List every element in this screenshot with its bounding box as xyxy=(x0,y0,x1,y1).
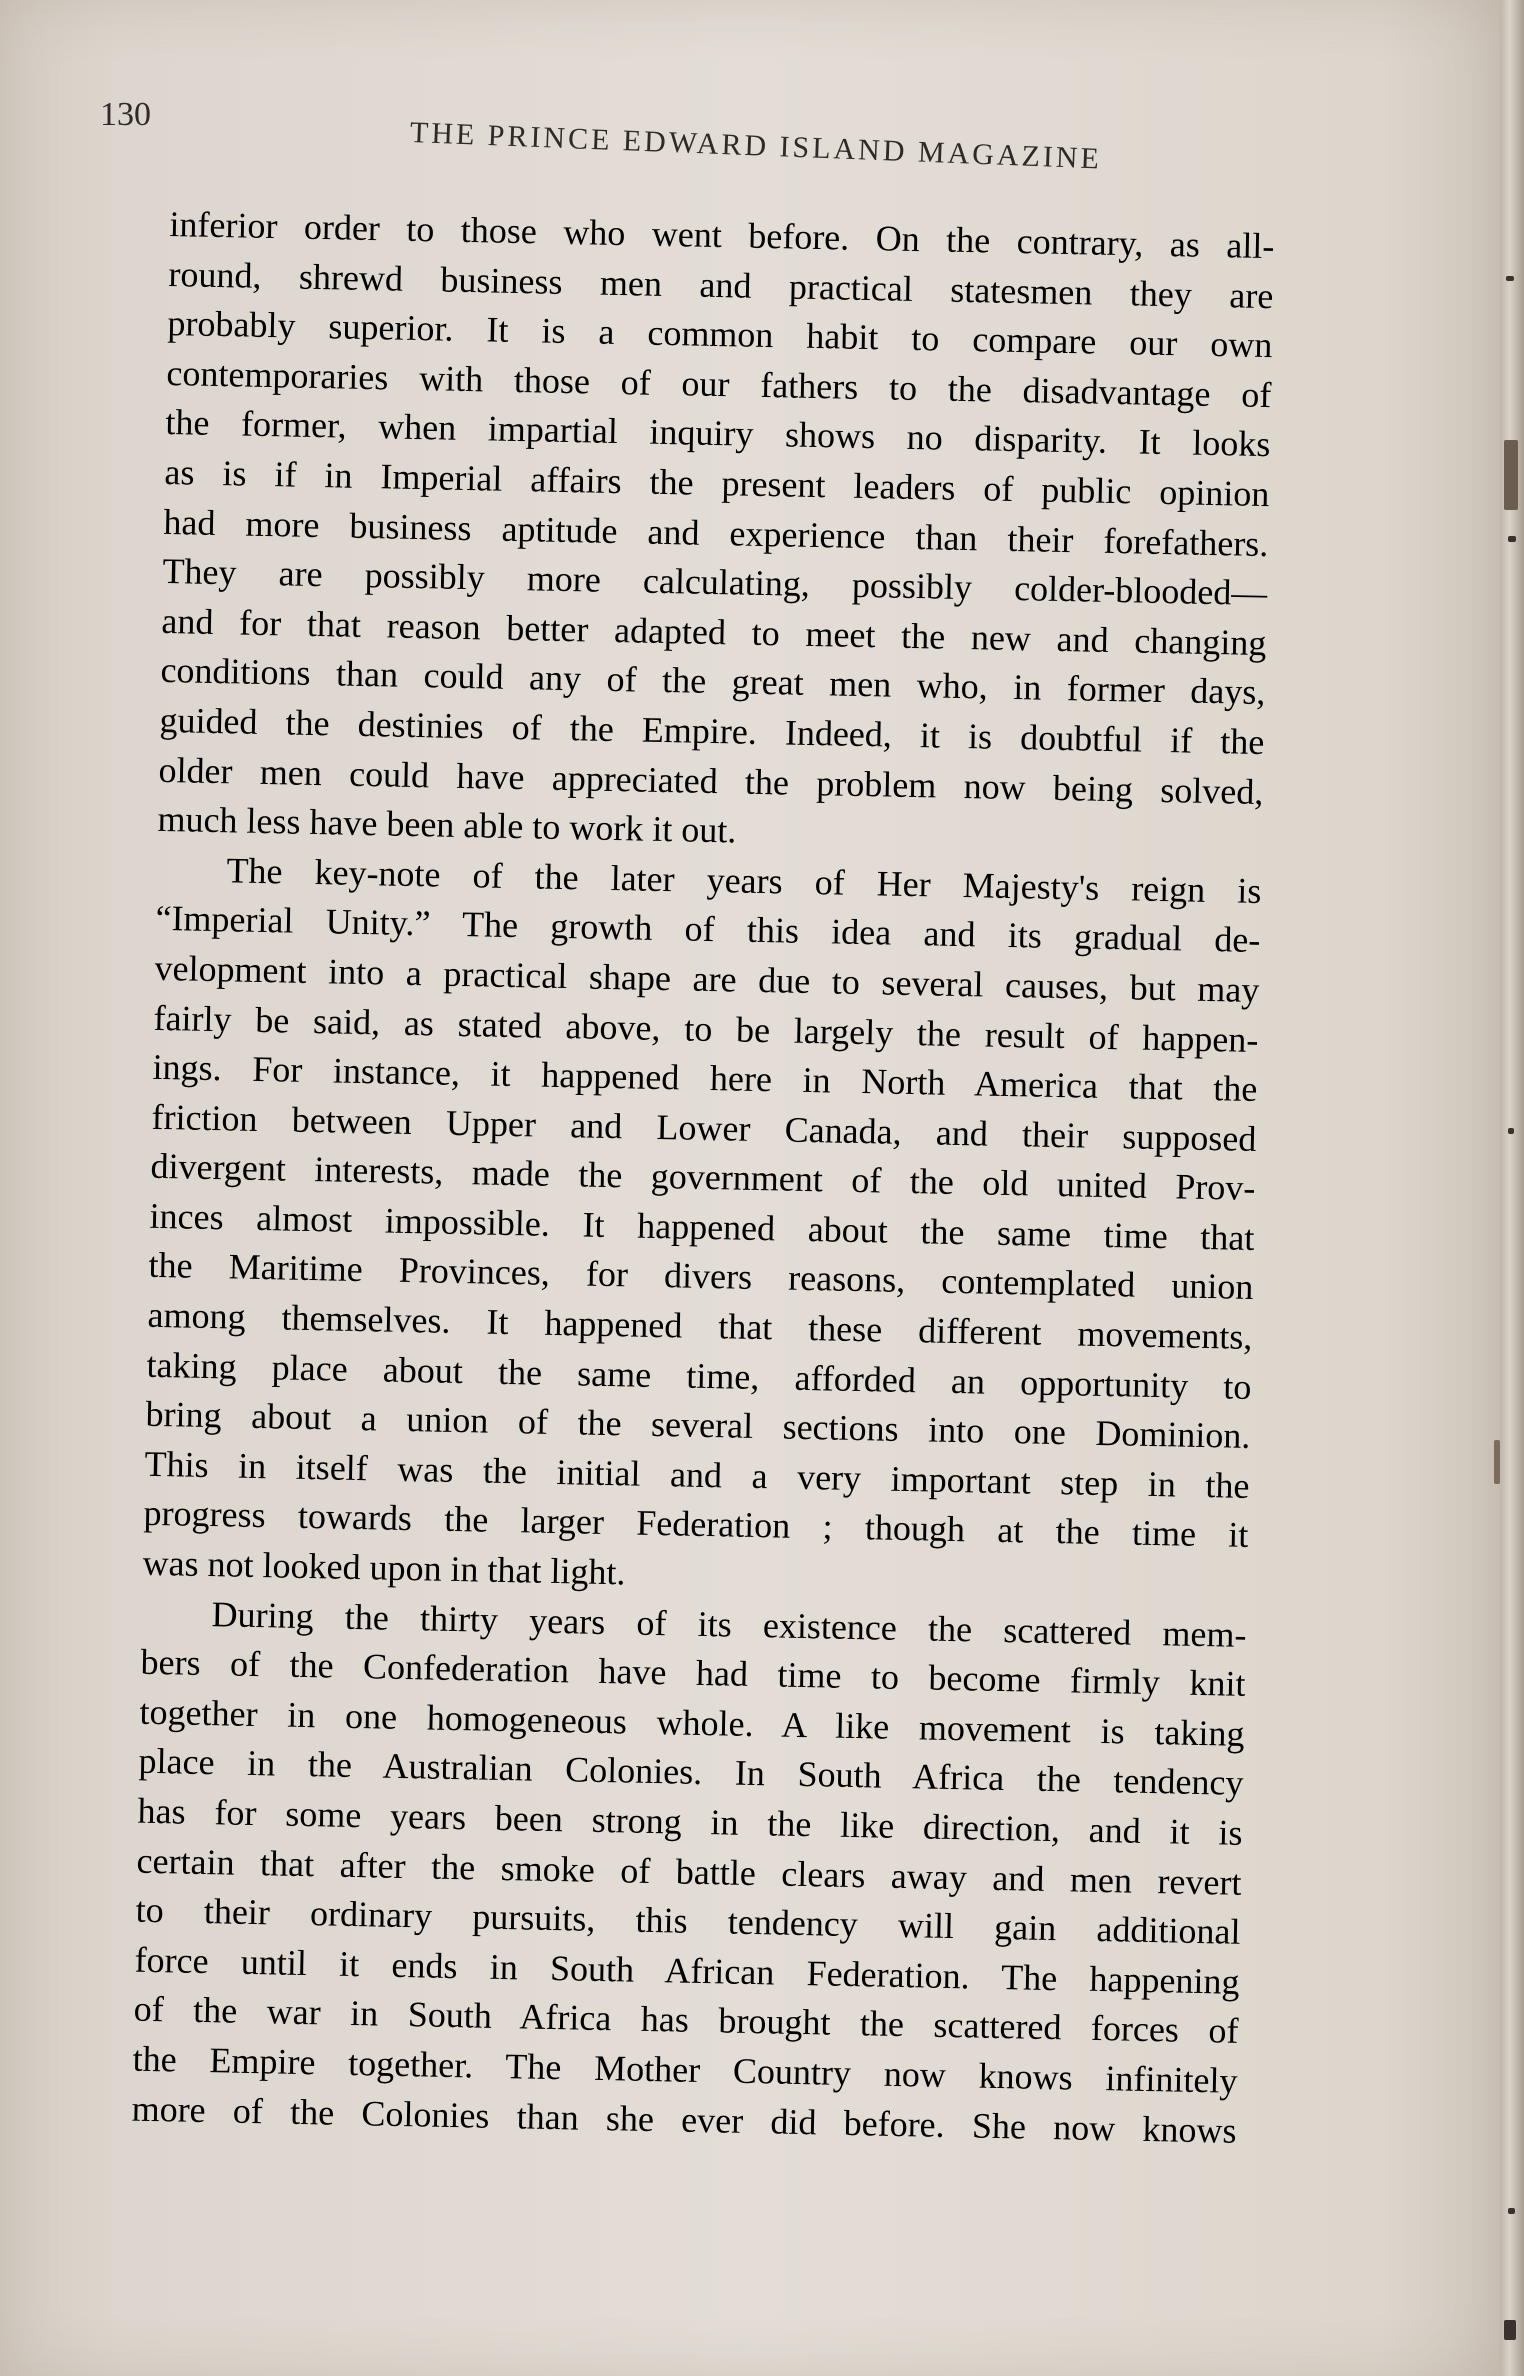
text-line: The key-note of the later years of Her Majesty's reign is xyxy=(226,849,1262,911)
text-line: probably superior. It is a common habit to compare our own xyxy=(167,303,1273,366)
text-line: velopment into a practical shape are due to several causes, but may xyxy=(154,947,1260,1010)
text-line: During the thirty years of its existence the scattered mem- xyxy=(211,1593,1247,1655)
text-line: inces almost impossible. It happened about the same time that xyxy=(149,1195,1255,1258)
margin-mark xyxy=(1494,1440,1500,1484)
text-line: taking place about the same time, afforded an opportunity to xyxy=(146,1344,1252,1407)
text-line: progress towards the larger Federation ; though at the time it xyxy=(143,1493,1249,1556)
text-line: the Empire together. The Mother Country now knows infinitely xyxy=(132,2038,1238,2101)
text-line: bring about a union of the several sections into one Dominion. xyxy=(145,1394,1251,1457)
text-line: the former, when impartial inquiry shows no disparity. It looks xyxy=(165,402,1271,465)
margin-mark xyxy=(1508,1128,1514,1134)
text-line: older men could have appreciated the problem now being solved, xyxy=(158,749,1264,812)
text-line: certain that after the smoke of battle clears away and men revert xyxy=(136,1840,1242,1903)
text-line: ings. For instance, it happened here in North America that the xyxy=(152,1046,1258,1110)
text-line: as is if in Imperial affairs the present leaders of public opinion xyxy=(164,451,1270,515)
text-line: force until it ends in South African Federation. The happening xyxy=(134,1939,1240,2002)
margin-mark xyxy=(1504,2320,1516,2340)
text-line: place in the Australian Colonies. In South Africa the tendency xyxy=(138,1741,1244,1804)
page-edge xyxy=(1500,0,1524,2376)
margin-mark xyxy=(1504,440,1518,510)
text-line: inferior order to those who went before. On the contrary, as all- xyxy=(169,203,1275,267)
text-line: divergent interests, made the government of the old united Prov- xyxy=(150,1146,1256,1209)
text-line: the Maritime Provinces, for divers reasons, contemplated union xyxy=(148,1245,1254,1308)
body-text xyxy=(131,200,1275,2156)
text-line: much less have been able to work it out. xyxy=(157,799,737,851)
text-line: and for that reason better adapted to meet the new and changing xyxy=(161,600,1267,663)
text-line: They are possibly more calculating, possibly colder-blooded— xyxy=(162,551,1268,614)
text-line: conditions than could any of the great men who, in former days, xyxy=(160,650,1266,713)
text-line: had more business aptitude and experience than their forefathers. xyxy=(163,501,1269,564)
text-line: fairly be said, as stated above, to be largely the result of happen- xyxy=(153,997,1259,1060)
margin-mark xyxy=(1508,536,1516,542)
text-line: friction between Upper and Lower Canada, and their supposed xyxy=(151,1096,1257,1159)
margin-mark xyxy=(1508,2208,1515,2214)
text-line: together in one homogeneous whole. A like movement is taking xyxy=(139,1691,1245,1754)
text-line: was not looked upon in that light. xyxy=(142,1542,626,1593)
text-line: “Imperial Unity.” The growth of this idea and its gradual de- xyxy=(155,898,1261,961)
text-line: guided the destinies of the Empire. Indeed, it is doubtful if the xyxy=(159,699,1265,763)
running-head: THE PRINCE EDWARD ISLAND MAGAZINE xyxy=(409,116,1103,176)
page-number: 130 xyxy=(100,96,151,133)
text-line: contemporaries with those of our fathers to the disadvantage of xyxy=(166,352,1272,415)
text-line: round, shrewd business men and practical statesmen they are xyxy=(168,253,1274,316)
text-line: to their ordinary pursuits, this tendency will gain additional xyxy=(135,1889,1241,1953)
text-line: has for some years been strong in the like direction, and it is xyxy=(137,1790,1243,1853)
text-line: bers of the Confederation have had time to become firmly knit xyxy=(140,1641,1246,1705)
text-line: of the war in South Africa has brought the scattered forces of xyxy=(133,1989,1239,2052)
text-line: This in itself was the initial and a very important step in the xyxy=(144,1443,1250,1506)
text-line: more of the Colonies than she ever did before. She now knows xyxy=(131,2088,1237,2151)
margin-mark xyxy=(1506,276,1514,281)
text-line: among themselves. It happened that these different movements, xyxy=(147,1294,1253,1358)
